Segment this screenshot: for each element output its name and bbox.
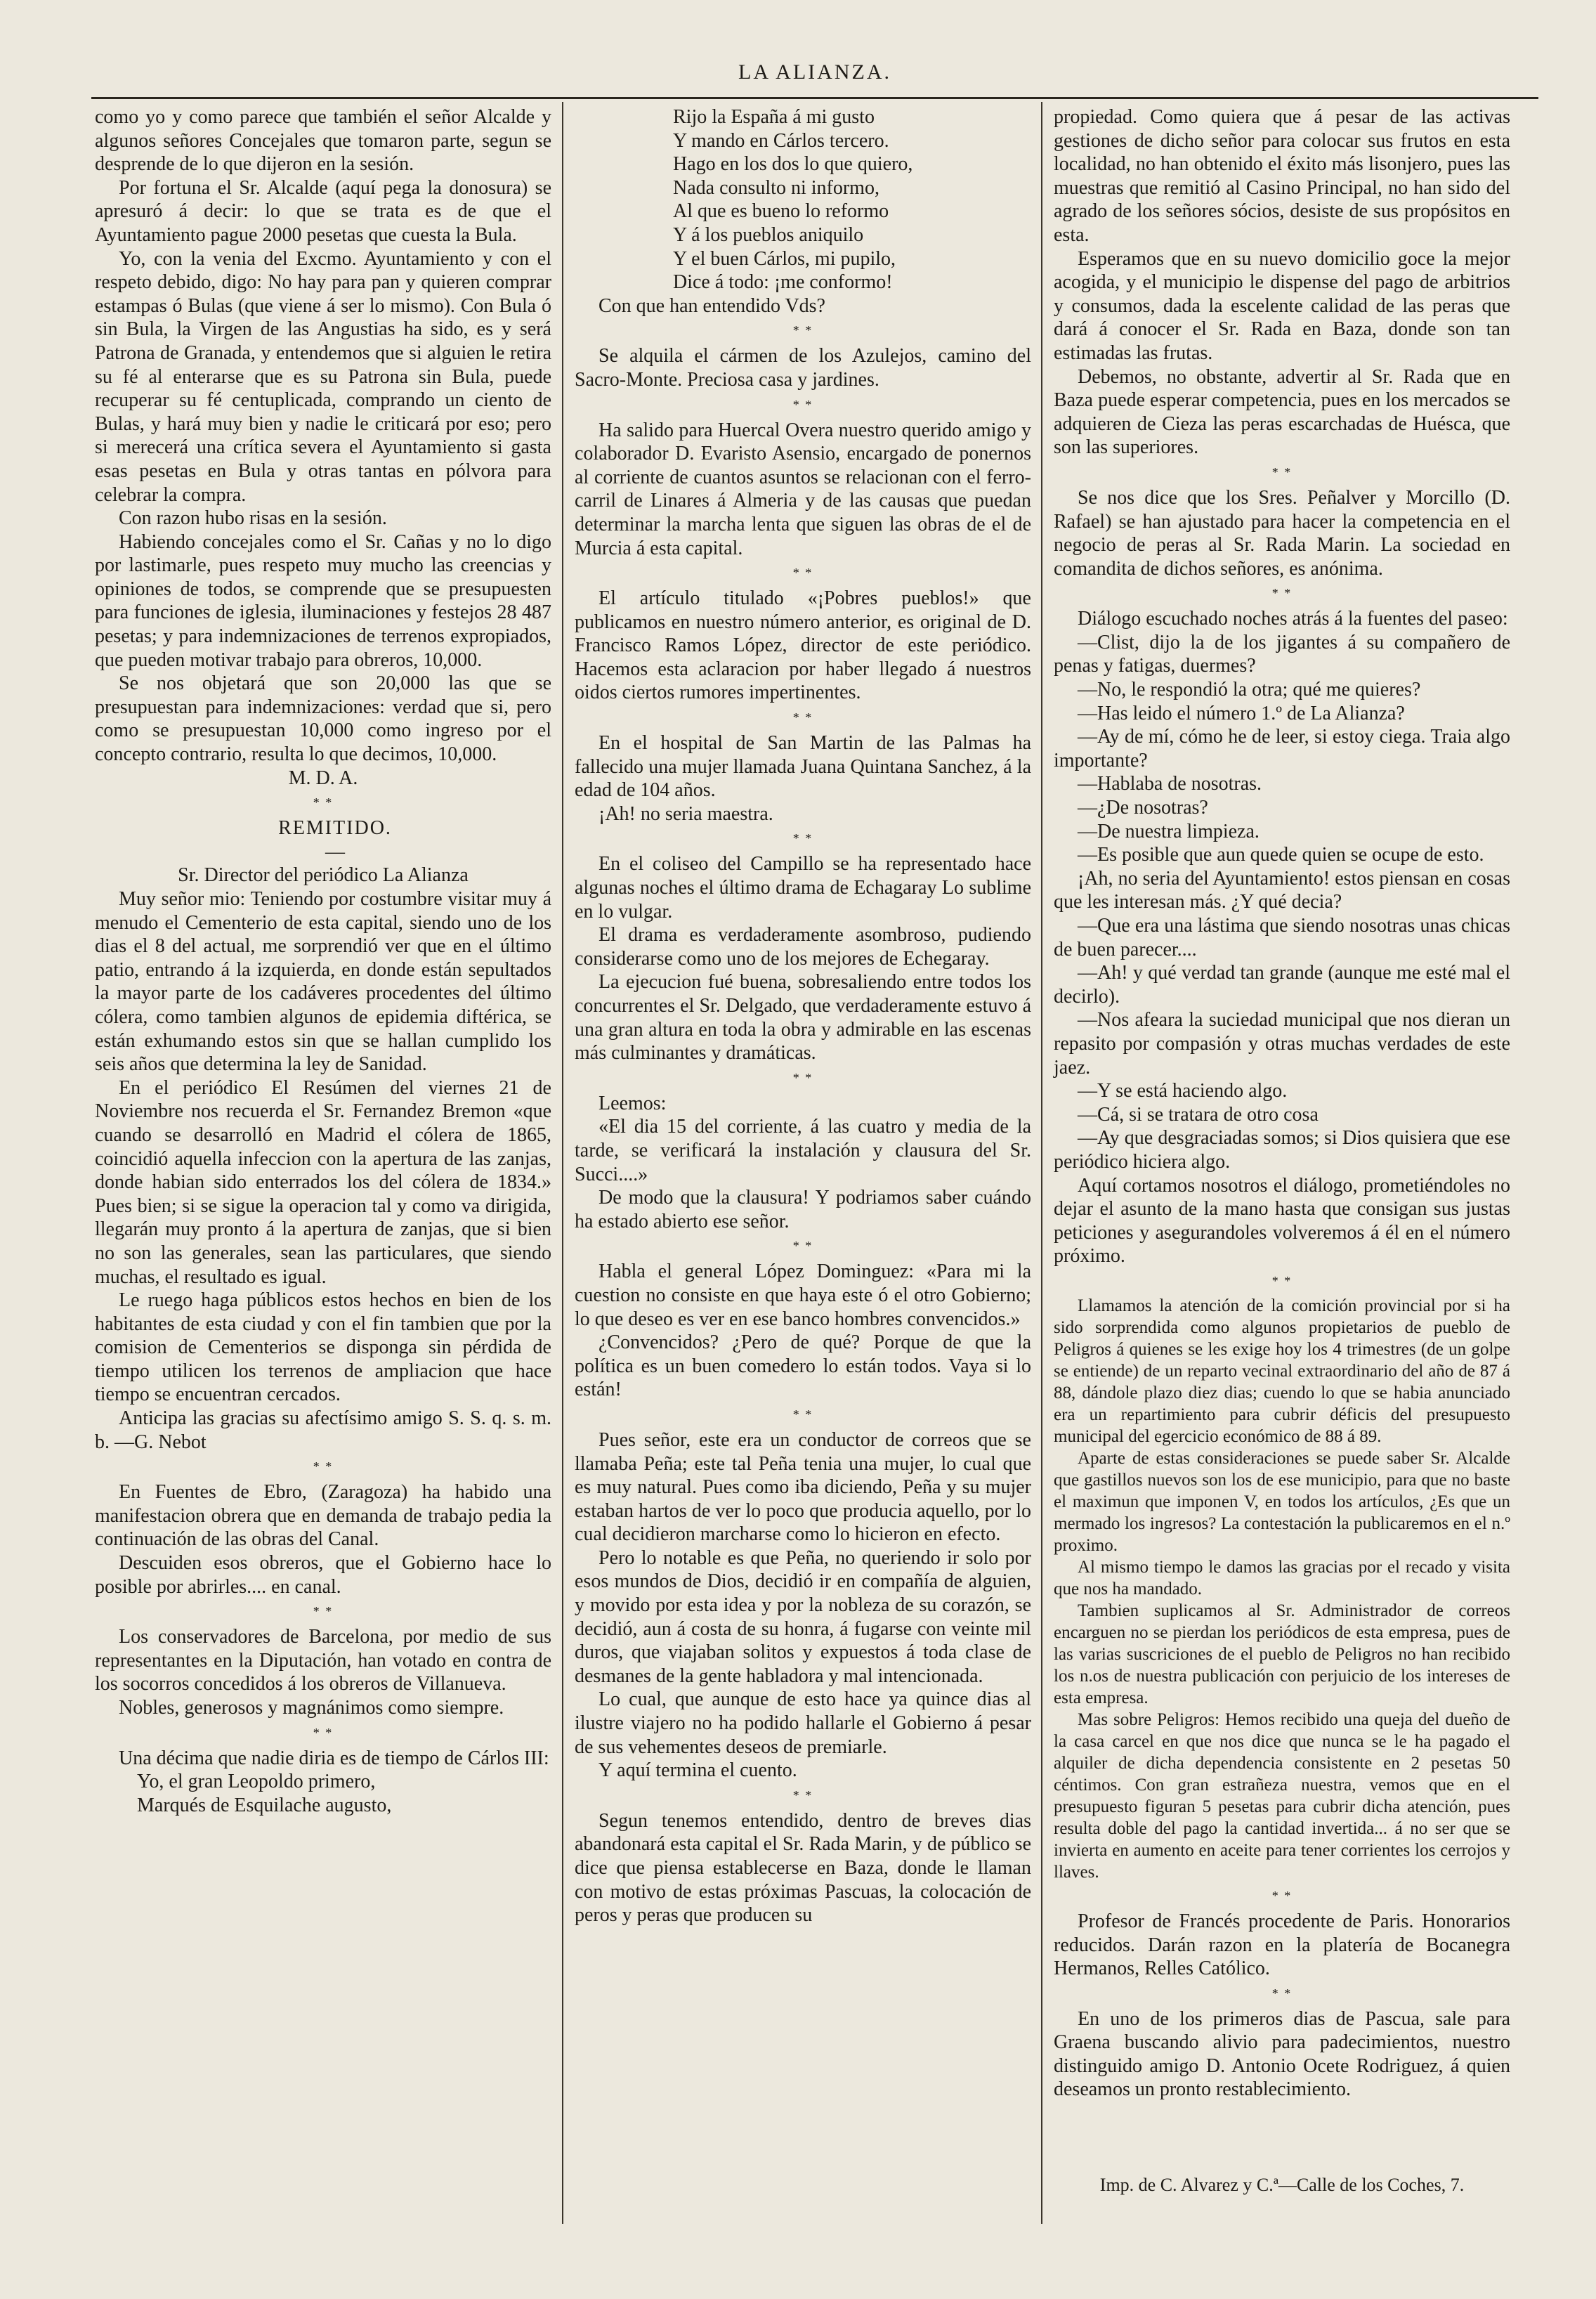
salutation: Sr. Director del periódico La Alianza: [178, 864, 469, 887]
paragraph: Una décima que nadie diria es de tiempo de Cárlos III:: [119, 1747, 549, 1769]
separator-stars: * *: [1271, 586, 1293, 601]
paragraph: En el periódico El Resúmen del viernes 21 de Noviembre nos recuerda el Sr. Fernandez Bremon «que cuando se desarrolló en Madrid el cólera de 1865, coincidió aquella infeccion con la apertura de las zanjas, donde habian sido enterrados los del cólera de 1834.» Pues bien; si se sigue la operacion tal y como va dirigida, llegarán muy pronto á la apertura de zanjas, que si bien no son las generales, sean las particulares, que siendo muchas, el resultado es igual.: [95, 1076, 551, 1288]
verse-line: Nada consulto ni informo,: [673, 176, 879, 199]
paragraph: Llamamos la atención de la comición provincial por si ha sido sorprendida como algunos propietarios de pueblo de Peligros á quienes se les exige hoy los 4 trimestres (de un golpe se entiende) de un reparto vecinal extraordinario del año de 87 á 88, dándole plazo diez dias; cuendo lo que se habia anunciado era un repartimiento para cubrir déficis del presupuesto municipal del egercicio económico de 88 á 89.: [1054, 1296, 1510, 1446]
paragraph: Esperamos que en su nuevo domicilio goce la mejor acogida, y el municipio le dispense del pago de arbitrios y consumos, dada la escelente calidad de las peras que dará á conocer el Sr. Rada en Baza, donde son tan estimadas las frutas.: [1054, 247, 1510, 364]
separator-stars: * *: [313, 1459, 334, 1474]
column-divider-2: [1041, 102, 1042, 2224]
paragraph: Yo, con la venia del Excmo. Ayuntamiento y con el respeto debido, digo: No hay para pan y quieren comprar estampas ó Bulas (que viene á ser lo mismo). Con Bula ó sin Bula, la Virgen de las Angustias ha sido, es y será Patrona de Granada, y entendemos que si alguien le retira su fé al enterarse que es su Patrona sin Bula, puede recuperar su fé centuplicada, comprando un ciento de Bulas, y hará muy bien y nadie le criticará por eso; pero si merecerá una crítica severa el Ayuntamiento si gasta esas pesetas en Bula y otras tantas en pólvora para celebrar la compra.: [95, 247, 551, 506]
paragraph: En el coliseo del Campillo se ha representado hace algunas noches el último drama de Echagaray Lo sublime en lo vulgar.: [575, 853, 1031, 923]
separator-stars: * *: [792, 1070, 813, 1085]
paragraph: Con razon hubo risas en la sesión.: [119, 507, 387, 530]
paragraph: En Fuentes de Ebro, (Zaragoza) ha habido una manifestacion obrera que en demanda de trabajo pedia la continuación de las obras del Canal.: [95, 1481, 551, 1551]
column-1: [95, 105, 551, 1817]
paragraph: ¿Convencidos? ¿Pero de qué? Porque de que la política es un buen comedero lo están todos. Vaya si lo están!: [575, 1331, 1031, 1401]
column-divider-1: [562, 102, 563, 2224]
separator-stars: * *: [792, 1787, 813, 1802]
verse-line: Yo, el gran Leopoldo primero,: [137, 1771, 376, 1793]
imprint-line: Imp. de C. Alvarez y C.ª—Calle de los Coches, 7.: [1099, 2175, 1465, 2195]
paragraph: Tambien suplicamos al Sr. Administrador de correos encarguen no se pierdan los periódicos de esta empresa, pues de las varias suscriciones de el pueblo de Peligros no han recibido los n.os de nuestra publicación con perjuicio de los intereses de esta empresa.: [1054, 1601, 1510, 1707]
paragraph: El drama es verdaderamente asombroso, pudiendo considerarse como uno de los mejores de Echegaray.: [575, 924, 1031, 970]
paragraph: «El dia 15 del corriente, á las cuatro y media de la tarde, se verificará la instalación y clausura del Sr. Succi....»: [575, 1116, 1031, 1185]
small-print-section: [1054, 1295, 1510, 1883]
separator-stars: * *: [1271, 464, 1293, 479]
paragraph: De modo que la clausura! Y podriamos saber cuándo ha estado abierto ese señor.: [575, 1187, 1031, 1232]
dialogue-line: —Clist, dijo la de los jigantes á su compañero de penas y fatigas, duermes?: [1054, 631, 1510, 677]
dialogue-line: —Es posible que aun quede quien se ocupe de esto.: [1078, 844, 1484, 866]
paragraph: Anticipa las gracias su afectísimo amigo S. S. q. s. m. b. —G. Nebot: [95, 1407, 551, 1453]
paragraph: Y aquí termina el cuento.: [598, 1759, 797, 1782]
separator-stars: * *: [313, 795, 334, 810]
separator-stars: * *: [792, 566, 813, 580]
paragraph: Habla el general López Dominguez: «Para mi la cuestion no consiste en que haya este ó el otro Gobierno; lo que deseo es ver en ese banco hombres convencidos.»: [575, 1261, 1031, 1330]
verse-line: Rijo la España á mi gusto: [673, 106, 875, 128]
paragraph: Con que han entendido Vds?: [598, 294, 825, 317]
dialogue-line: ¡Ah, no seria del Ayuntamiento! estos piensan en cosas que les interesan más. ¿Y qué decia?: [1054, 867, 1510, 913]
paragraph: Profesor de Francés procedente de Paris. Honorarios reducidos. Darán razon en la platería de Bocanegra Hermanos, Relles Católico.: [1054, 1910, 1510, 1980]
paragraph: Muy señor mio: Teniendo por costumbre visitar muy á menudo el Cementerio de esta capital, siendo uno de los dias el 8 del actual, me sorprendió ver que en el último patio, entrando á la izquierda, en donde están sepultados la mayor parte de los cadáveres procedentes del último cólera, como tambien algunos de epidemia diftérica, se están exhumando estos sin que se hallan cumplido los seis años que determina la ley de Sanidad.: [95, 888, 551, 1076]
separator-stars: * *: [792, 831, 813, 846]
separator-stars: * *: [792, 1239, 813, 1253]
dialogue-line: —Ay de mí, cómo he de leer, si estoy ciega. Traia algo importante?: [1054, 726, 1510, 771]
header-rule: [91, 97, 1538, 99]
paragraph: Lo cual, que aunque de esto hace ya quince dias al ilustre viajero no ha podido hallarle el Gobierno á pesar de sus vehementes deseos de premiarle.: [575, 1688, 1031, 1758]
paragraph: Aparte de estas consideraciones se puede saber Sr. Alcalde que gastillos nuevos son los de ese municipio, para que no baste el maximun que imponen V, en todos los artículos, ¿Es que un mermado los ingresos? La contestación la publicaremos en el n.º proximo.: [1054, 1448, 1510, 1555]
paragraph: Leemos:: [598, 1092, 667, 1114]
paragraph: Se alquila el cármen de los Azulejos, camino del Sacro-Monte. Preciosa casa y jardines.: [575, 345, 1031, 391]
separator-stars: * *: [792, 323, 813, 338]
separator-dash: —: [325, 840, 345, 863]
paragraph: Pues señor, este era un conductor de correos que se llamaba Peña; este tal Peña tenia una mujer, lo cual que es muy natural. Pues como iba diciendo, Peña y su mujer estaban hartos de ver lo poco que producia aquello, por lo cual decidieron marcharse como lo hicieron en efecto.: [575, 1428, 1031, 1546]
paragraph: El artículo titulado «¡Pobres pueblos!» que publicamos en nuestro número anterior, es original de D. Francisco Ramos López, director de este periódico. Hacemos esta aclaracion por haber llegado á nuestros oidos ciertos rumores impertinentes.: [575, 587, 1031, 704]
separator-stars: * *: [792, 710, 813, 725]
dialogue-line: —Hablaba de nosotras.: [1078, 773, 1262, 795]
paragraph: Le ruego haga públicos estos hechos en bien de los habitantes de esta ciudad y con el fin tambien que por la comision de Cementerios se disponga sin pérdida de tiempo utilicen los terrenos de ampliacion que hace tiempo se encuentran cercados.: [95, 1289, 551, 1406]
verse-line: Y el buen Cárlos, mi pupilo,: [673, 247, 896, 270]
verse-line: Al que es bueno lo reformo: [673, 200, 889, 223]
separator-stars: * *: [1271, 1888, 1293, 1903]
paragraph: Descuiden esos obreros, que el Gobierno hace lo posible por abrirles.... en canal.: [95, 1552, 551, 1598]
paragraph: Nobles, generosos y magnánimos como siempre.: [119, 1697, 504, 1719]
paragraph: Por fortuna el Sr. Alcalde (aquí pega la donosura) se apresuró á decir: lo que se trata es de que el Ayuntamiento pague 2000 pesetas que cuesta la Bula.: [95, 176, 551, 246]
paragraph: Los conservadores de Barcelona, por medio de sus representantes en la Diputación, han votado en contra de los socorros concedidos á los obreros de Villanueva.: [95, 1626, 551, 1695]
separator-stars: * *: [1271, 1986, 1293, 2000]
separator-stars: * *: [313, 1604, 334, 1619]
column-2: [575, 105, 1031, 1927]
dialogue-line: —¿De nosotras?: [1078, 797, 1208, 819]
dialogue-line: —Cá, si se tratara de otro cosa: [1078, 1103, 1319, 1126]
paragraph: Segun tenemos entendido, dentro de breves dias abandonará esta capital el Sr. Rada Marin, y de público se dice que piensa establecerse en Baza, donde le llaman con motivo de estas próximas Pascuas, la colocación de peros y peras que producen su: [575, 1809, 1031, 1927]
paragraph: Diálogo escuchado noches atrás á la fuentes del paseo:: [1078, 608, 1508, 630]
page-header: LA ALIANZA.: [738, 60, 891, 84]
dialogue-line: —De nuestra limpieza.: [1078, 820, 1260, 842]
signature: M. D. A.: [288, 767, 358, 789]
paragraph: Aquí cortamos nosotros el diálogo, prometiéndoles no dejar el asunto de la mano hasta que consigan sus justas peticiones y asegurandoles volveremos á él en el número próximo.: [1054, 1174, 1510, 1268]
dialogue-line: —Nos afeara la suciedad municipal que nos dieran un repasito por compasión y otras muchas verdades de este jaez.: [1054, 1009, 1510, 1079]
dialogue-line: —Has leido el número 1.º de La Alianza?: [1078, 702, 1405, 724]
paragraph: Al mismo tiempo le damos las gracias por el recado y visita que nos ha mandado.: [1054, 1557, 1510, 1598]
paragraph: Ha salido para Huercal Overa nuestro querido amigo y colaborador D. Evaristo Asensio, encargado de ponernos al corriente de cuantos asuntos se relacionan con el ferro-carril de Linares á Almeria y de las causas que puedan determinar la marcha lenta que siguen las obras de el de Murcia á esta capital.: [575, 419, 1031, 559]
verse-line: Marqués de Esquilache augusto,: [137, 1794, 392, 1816]
verse-line: Y á los pueblos aniquilo: [673, 223, 864, 246]
paragraph: En uno de los primeros dias de Pascua, sale para Graena buscando alivio para padecimientos, nuestro distinguido amigo D. Antonio Ocete Rodriguez, á quien deseamos un pronto restablecimiento.: [1054, 2007, 1510, 2101]
verse-line: Y mando en Cárlos tercero.: [673, 129, 889, 152]
separator-stars: * *: [792, 397, 813, 412]
verse-line: Hago en los dos lo que quiero,: [673, 153, 913, 176]
column-3: [1054, 105, 1510, 2102]
separator-stars: * *: [313, 1725, 334, 1740]
paragraph: como yo y como parece que también el señor Alcalde y algunos señores Concejales que tomaron parte, segun se desprende de lo que dijeron en la sesión.: [95, 106, 551, 176]
paragraph: Se nos objetará que son 20,000 las que se presupuestan para indemnizaciones: verdad que si, pero como se presupuestan 10,000 como ingreso por el concepto contrario, resulta lo que decimos, 10,000.: [95, 672, 551, 766]
section-heading: REMITIDO.: [278, 817, 392, 840]
paragraph: Debemos, no obstante, advertir al Sr. Rada que en Baza puede esperar competencia, pues en los mercados se adquieren de Cieza las peras escarchadas de Huésca, que son las superiores.: [1054, 365, 1510, 459]
separator-stars: * *: [792, 1407, 813, 1421]
dialogue-line: —Que era una lástima que siendo nosotras unas chicas de buen parecer....: [1054, 915, 1510, 960]
dialogue-line: —Ah! y qué verdad tan grande (aunque me esté mal el decirlo).: [1054, 962, 1510, 1008]
separator-stars: * *: [1271, 1273, 1293, 1288]
verse-line: Dice á todo: ¡me conformo!: [673, 271, 893, 294]
paragraph: La ejecucion fué buena, sobresaliendo entre todos los concurrentes el Sr. Delgado, que verdaderamente estuvo á una gran altura en toda la obra y admirable en las escenas más culminantes y dramáticas.: [575, 971, 1031, 1064]
dialogue-line: —Y se está haciendo algo.: [1078, 1080, 1288, 1102]
paragraph: En el hospital de San Martin de las Palmas ha fallecido una mujer llamada Juana Quintana Sanchez, á la edad de 104 años.: [575, 732, 1031, 802]
paragraph: Habiendo concejales como el Sr. Cañas y no lo digo por lastimarle, pues respeto muy mucho las creencias y opiniones de todos, se comprende que se presupuesten para funciones de iglesia, iluminaciones y festejos 28 487 pesetas; y para indemnizaciones de terrenos expropiados, que pueden motivar trabajo para obreros, 10,000.: [95, 530, 551, 671]
dialogue-line: —No, le respondió la otra; qué me quieres?: [1078, 679, 1421, 701]
paragraph: propiedad. Como quiera que á pesar de las activas gestiones de dicho señor para colocar sus frutos en esta localidad, no han obtenido el éxito más lisonjero, pues las muestras que remitió al Casino Principal, no han sido del agrado de los señores sócios, desiste de sus propósitos en esta.: [1054, 106, 1510, 246]
dialogue-line: —Ay que desgraciadas somos; si Dios quisiera que ese periódico hiciera algo.: [1054, 1127, 1510, 1173]
paragraph: Se nos dice que los Sres. Peñalver y Morcillo (D. Rafael) se han ajustado para hacer la competencia en el negocio de peras al Sr. Rada Marin. La sociedad en comandita de dichos señores, es anónima.: [1054, 486, 1510, 580]
paragraph: Pero lo notable es que Peña, no queriendo ir solo por esos mundos de Dios, decidió ir en compañía de alguien, y movido por esta idea y por la nobleza de su corazón, se decidió, aun á costa de su honra, á fugarse con veinte mil duros, que viajaban solitos y expuestos á toda clase de desmanes de la gente habladora y mal intencionada.: [575, 1546, 1031, 1687]
paragraph: ¡Ah! no seria maestra.: [598, 802, 773, 825]
paragraph: Mas sobre Peligros: Hemos recibido una queja del dueño de la casa carcel en que nos dice que nunca se le ha pagado el alquiler de dicha dependencia consistente en 2 pesetas 50 céntimos. Con gran estrañeza nuestra, vemos que en el presupuesto figuran 5 pesetas para cubrir dicha atención, pues resulta doble del pago la cantidad invertida... á no ser que se invierta en aumento en aceite para tener corrientes los cerrojos y llaves.: [1054, 1709, 1510, 1882]
